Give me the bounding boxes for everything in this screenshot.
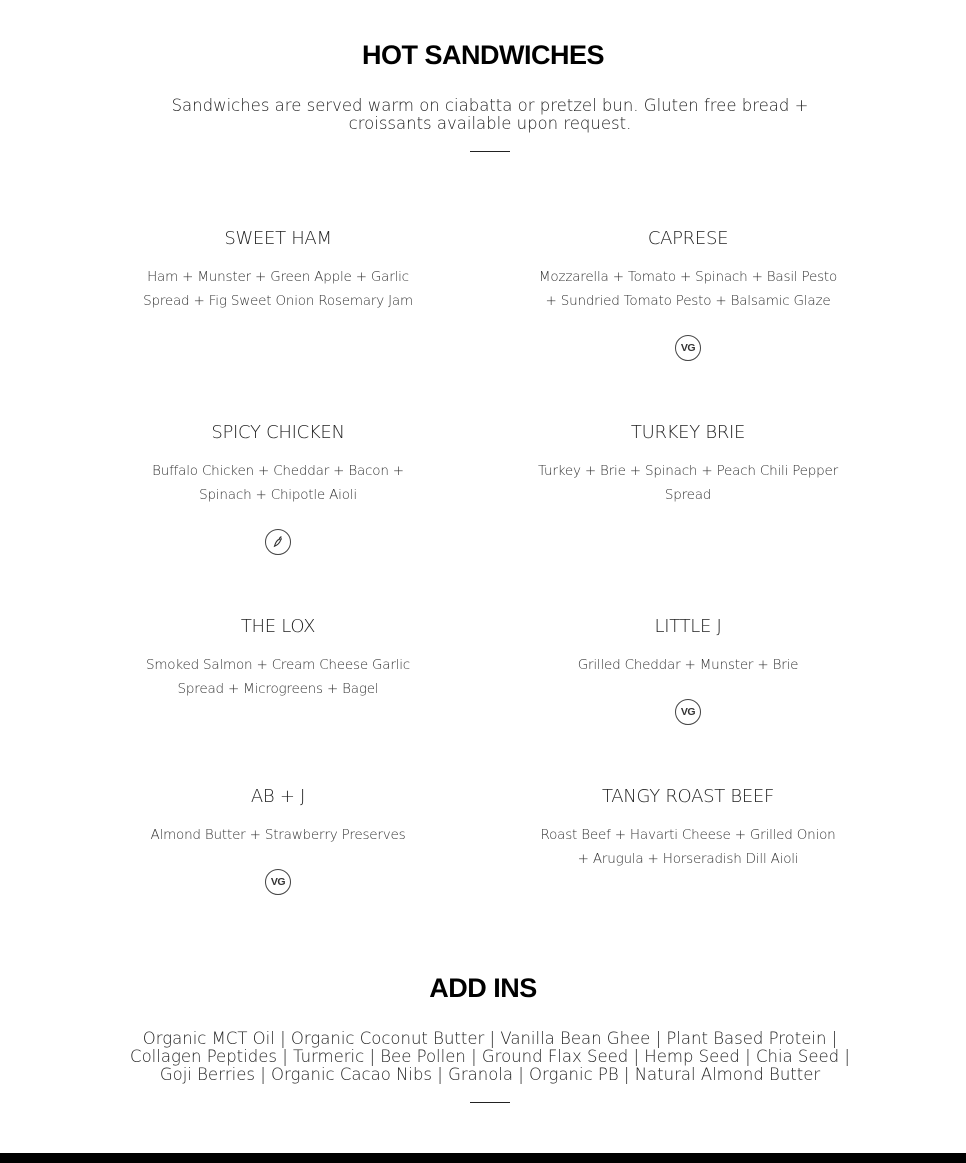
- vegetarian-badge-label: VG: [270, 876, 286, 888]
- menu-item-name: LITTLE J: [654, 616, 722, 637]
- menu-item-description: Almond Butter + Strawberry Preserves: [150, 827, 406, 843]
- menu-item-description: Mozzarella + Tomato + Spinach + Basil Pesto + Sundried Tomato Pesto + Balsamic Glaze: [538, 269, 838, 309]
- menu-item-ab-j: [118, 787, 438, 895]
- menu-item-name: SPICY CHICKEN: [211, 422, 345, 443]
- menu-item-the-lox: [118, 617, 438, 701]
- section-title-hot-sandwiches: HOT SANDWICHES: [362, 40, 604, 70]
- section-description-hot-sandwiches: Sandwiches are served warm on ciabatta or pretzel bun. Gluten free bread + croissants available upon request.: [171, 96, 809, 133]
- menu-item-caprese: [528, 229, 848, 361]
- menu-item-name: THE LOX: [240, 616, 316, 637]
- menu-item-little-j: [528, 617, 848, 725]
- vegetarian-badge-label: VG: [680, 706, 696, 718]
- menu-item-sweet-ham: [118, 229, 438, 313]
- section-description-add-ins: Organic MCT Oil | Organic Coconut Butter | Vanilla Bean Ghee | Plant Based Protein | Collagen Peptides | Turmeric | Bee Pollen | Ground Flax Seed | Hemp Seed | Chia Seed | Goji Berries | Organic Cacao Nibs | Granola | Organic PB | Natural Almond Butter: [130, 1029, 850, 1084]
- menu-item-name: SWEET HAM: [224, 228, 332, 249]
- section-title-add-ins: ADD INS: [429, 973, 537, 1003]
- vegetarian-badge-icon: [675, 699, 701, 725]
- chili-pepper-icon: [265, 529, 291, 555]
- menu-item-name: AB + J: [250, 786, 306, 807]
- menu-item-description: Buffalo Chicken + Cheddar + Bacon + Spinach + Chipotle Aioli: [152, 463, 404, 503]
- menu-item-turkey-brie: [528, 423, 848, 507]
- footer-bar: [0, 1153, 966, 1163]
- vegetarian-badge-icon: [675, 335, 701, 361]
- menu-item-description: Smoked Salmon + Cream Cheese Garlic Spread + Microgreens + Bagel: [145, 657, 411, 697]
- menu-item-spicy-chicken: [118, 423, 438, 555]
- vegetarian-badge-label: VG: [680, 342, 696, 354]
- menu-item-name: TANGY ROAST BEEF: [601, 786, 775, 807]
- menu-item-description: Grilled Cheddar + Munster + Brie: [577, 657, 799, 673]
- menu-item-description: Roast Beef + Havarti Cheese + Grilled Onion + Arugula + Horseradish Dill Aioli: [540, 827, 836, 867]
- divider: [470, 1102, 510, 1103]
- menu-item-description: Turkey + Brie + Spinach + Peach Chili Pepper Spread: [538, 463, 838, 503]
- menu-item-name: TURKEY BRIE: [630, 422, 746, 443]
- menu-item-tangy-roast-beef: [528, 787, 848, 871]
- vegetarian-badge-icon: [265, 869, 291, 895]
- menu-item-description: Ham + Munster + Green Apple + Garlic Spread + Fig Sweet Onion Rosemary Jam: [143, 269, 413, 309]
- divider: [470, 151, 510, 152]
- menu-item-name: CAPRESE: [647, 228, 729, 249]
